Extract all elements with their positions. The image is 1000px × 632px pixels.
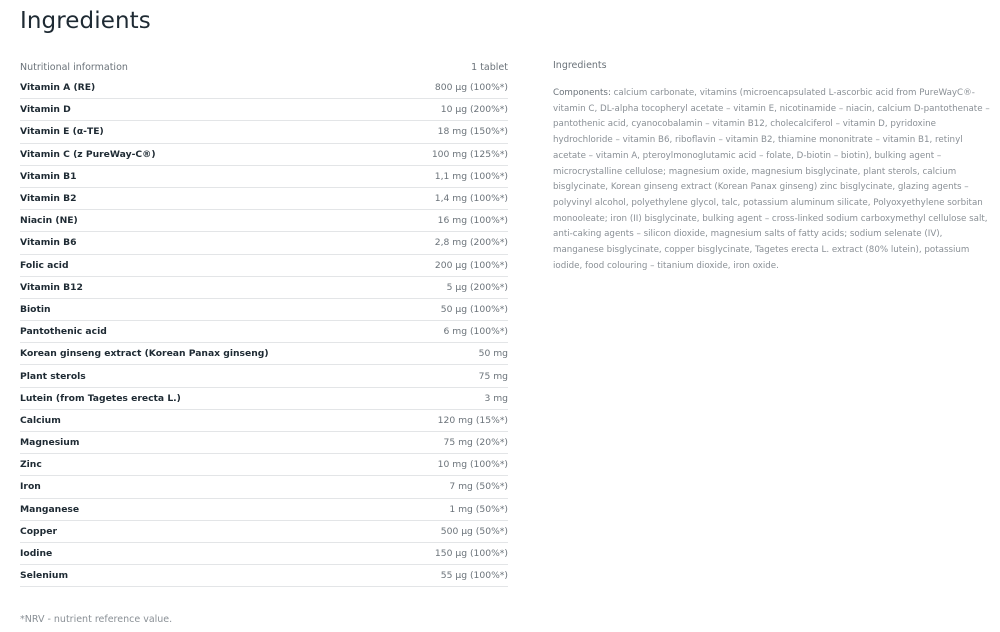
nutrient-amount: 7 mg (50%*) (449, 481, 508, 493)
nutrient-name: Copper (20, 525, 57, 537)
table-row (20, 144, 508, 166)
nutrient-name: Calcium (20, 414, 61, 426)
table-row (20, 99, 508, 121)
nutrient-name: Iodine (20, 548, 53, 560)
table-row (20, 499, 508, 521)
nutrient-name: Zinc (20, 459, 42, 471)
footnote: *NRV - nutrient reference value. (20, 614, 173, 625)
nutrient-amount: 10 µg (200%*) (440, 104, 508, 116)
nutrient-amount: 2,8 mg (200%*) (434, 237, 508, 249)
nutrient-amount: 1,4 mg (100%*) (434, 193, 508, 205)
nutrient-name: Vitamin B1 (20, 170, 77, 182)
nutrient-name: Niacin (NE) (20, 215, 78, 227)
nutrient-amount: 800 µg (100%*) (434, 82, 508, 94)
nutrient-amount: 18 mg (150%*) (437, 126, 508, 138)
nutrient-amount: 6 mg (100%*) (443, 326, 508, 338)
nutrient-amount: 75 mg (478, 370, 508, 382)
nutrient-amount: 150 µg (100%*) (434, 548, 508, 560)
nutrient-name: Iron (20, 481, 41, 493)
table-header-serving: 1 tablet (471, 62, 508, 73)
nutrient-amount: 10 mg (100%*) (437, 459, 508, 471)
nutrient-amount: 200 µg (100%*) (434, 259, 508, 271)
nutrient-name: Folic acid (20, 259, 69, 271)
table-row (20, 321, 508, 343)
components-label: Components: (553, 88, 611, 98)
ingredients-panel (553, 58, 990, 274)
table-row (20, 388, 508, 410)
table-row (20, 521, 508, 543)
nutrient-amount: 16 mg (100%*) (437, 215, 508, 227)
nutrient-amount: 50 µg (100%*) (440, 303, 508, 315)
nutrient-name: Lutein (from Tagetes erecta L.) (20, 392, 181, 404)
nutrient-name: Pantothenic acid (20, 326, 107, 338)
nutrient-name: Selenium (20, 570, 69, 582)
table-row (20, 454, 508, 476)
nutrient-name: Vitamin C (z PureWay-C®) (20, 148, 156, 160)
nutrient-amount: 5 µg (200%*) (446, 281, 508, 293)
table-row (20, 210, 508, 232)
table-row (20, 188, 508, 210)
nutrient-amount: 50 mg (478, 348, 508, 360)
nutrient-amount: 1 mg (50%*) (449, 503, 508, 515)
nutrient-name: Vitamin E (α-TE) (20, 126, 104, 138)
components-text: calcium carbonate, vitamins (microencapsulated L-ascorbic acid from PureWayC®- vitamin C, DL-alpha tocopheryl acetate – vitamin E, nicotinamide – niacin, calcium D-pantothenate – pantothenic acid, cyanocobalamin – vitamin B12, cholecalciferol – vitamin D, pyridoxine hydrochloride – vitamin B6, riboflavin – vitamin B2, thiamine mononitrate – vitamin B1, retinyl acetate – vitamin A, pteroylmonoglutamic acid – folate, D-biotin – biotin), bulking agent – microcrystalline cellulose; magnesium oxide, magnesium bisglycinate, plant sterols, calcium bisglycinate, Korean ginseng extract (Korean Panax ginseng) zinc bisglycinate, glazing agents – polyvinyl alcohol, polyethylene glycol, talc, potassium aluminum silicate, Polyoxyethylene sorbitan monooleate; iron (II) bisglycinate, bulking agent – cross-linked sodium carboxymethyl cellulose salt, anti-caking agents – silicon dioxide, magnesium salts of fatty acids; sodium selenate (IV), manganese bisglycinate, copper bisglycinate, Tagetes erecta L. extract (80% lutein), potassium iodide, food colouring – titanium dioxide, iron oxide. (553, 88, 990, 271)
table-header-label: Nutritional information (20, 62, 128, 73)
nutrient-amount: 500 µg (50%*) (440, 525, 508, 537)
nutrient-amount: 100 mg (125%*) (431, 148, 508, 160)
table-header (20, 58, 508, 77)
nutrient-name: Manganese (20, 503, 80, 515)
table-row (20, 166, 508, 188)
nutrient-amount: 1,1 mg (100%*) (434, 170, 508, 182)
table-row (20, 121, 508, 143)
table-row (20, 277, 508, 299)
nutrient-name: Vitamin D (20, 104, 71, 116)
table-row (20, 432, 508, 454)
nutrient-amount: 55 µg (100%*) (440, 570, 508, 582)
table-row (20, 343, 508, 365)
nutrient-name: Plant sterols (20, 370, 86, 382)
nutrient-name: Vitamin B6 (20, 237, 77, 249)
table-row (20, 255, 508, 277)
nutrition-table (20, 58, 508, 587)
page-title: Ingredients (20, 8, 151, 34)
table-row (20, 543, 508, 565)
table-row (20, 476, 508, 498)
nutrient-amount: 120 mg (15%*) (437, 414, 508, 426)
nutrient-amount: 75 mg (20%*) (443, 437, 508, 449)
nutrient-amount: 3 mg (484, 392, 508, 404)
nutrient-name: Vitamin B12 (20, 281, 83, 293)
table-row (20, 410, 508, 432)
nutrient-name: Vitamin B2 (20, 193, 77, 205)
ingredients-text (553, 86, 990, 274)
table-row (20, 299, 508, 321)
nutrient-name: Biotin (20, 303, 51, 315)
nutrient-name: Vitamin A (RE) (20, 82, 96, 94)
table-row (20, 77, 508, 99)
table-row (20, 365, 508, 387)
table-row (20, 232, 508, 254)
nutrient-name: Magnesium (20, 437, 80, 449)
ingredients-heading: Ingredients (553, 60, 607, 71)
table-row (20, 565, 508, 587)
nutrient-name: Korean ginseng extract (Korean Panax ginseng) (20, 348, 269, 360)
table-body (20, 77, 508, 587)
